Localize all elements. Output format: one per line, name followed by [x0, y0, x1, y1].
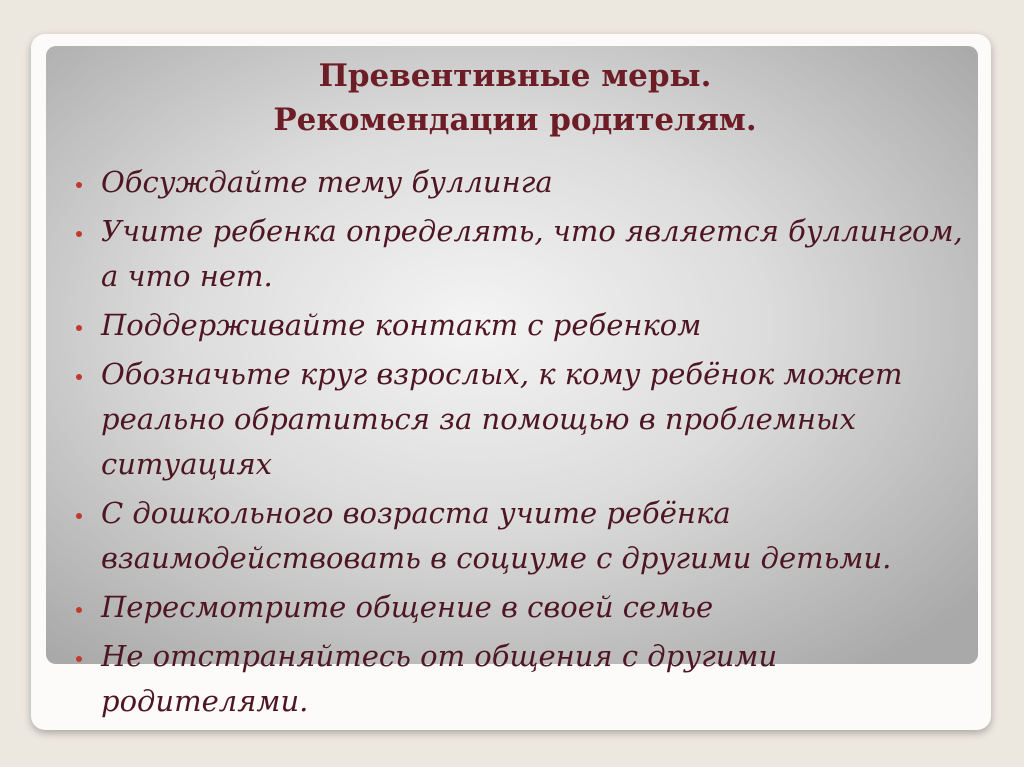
bullet-text: С дошкольного возраста учите ребёнка взаимодействовать в социуме с другими детьми. [101, 496, 892, 575]
bullet-text: Обозначьте круг взрослых, к кому ребёнок может реально обратиться за помощью в проблемных ситуациях [101, 357, 903, 481]
bullet-dot-icon [76, 182, 82, 188]
bullet-item [74, 634, 974, 724]
bullet-dot-icon [76, 656, 82, 662]
bullet-text: Учите ребенка определять, что является буллингом, а что нет. [101, 214, 963, 293]
bullet-text: Пересмотрите общение в своей семье [101, 590, 714, 624]
bullet-text: Поддерживайте контакт с ребенком [101, 308, 702, 342]
bullet-item [74, 209, 974, 299]
bullet-dot-icon [76, 325, 82, 331]
bullet-item [74, 160, 974, 205]
slide-title [100, 54, 930, 142]
bullet-text: Обсуждайте тему буллинга [101, 165, 553, 199]
bullet-item [74, 303, 974, 348]
bullet-item [74, 491, 974, 581]
bullet-item [74, 585, 974, 630]
bullet-dot-icon [76, 374, 82, 380]
bullet-text: Не отстраняйтесь от общения с другими родителями. [101, 639, 778, 718]
slide-title-line-2: Рекомендации родителям. [273, 102, 757, 138]
bullet-item [74, 352, 974, 487]
bullet-dot-icon [76, 513, 82, 519]
slide-title-line-1: Превентивные меры. [318, 58, 712, 94]
bullet-list [74, 160, 974, 728]
bullet-dot-icon [76, 607, 82, 613]
bullet-dot-icon [76, 231, 82, 237]
